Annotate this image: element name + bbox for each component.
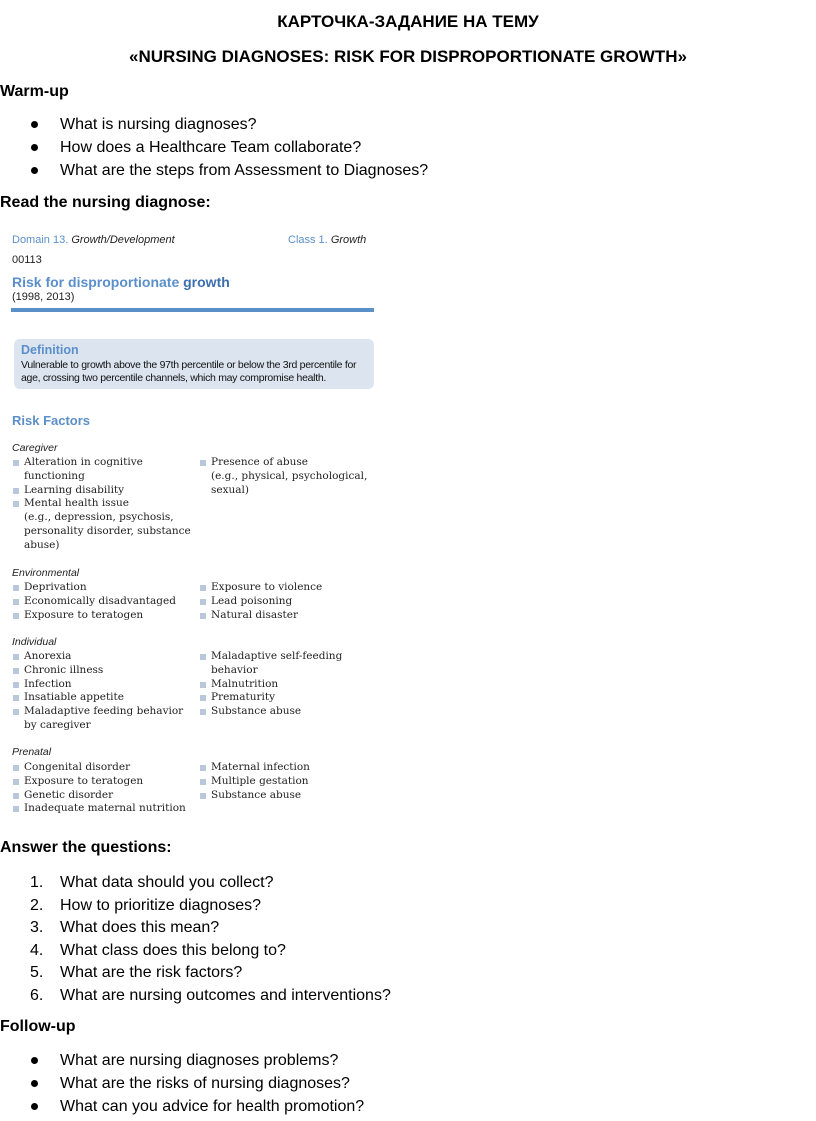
class-label: Class 1.	[288, 234, 328, 246]
diagnosis-title-main: Risk for disproportionate	[12, 274, 180, 290]
list-item: What are nursing diagnoses problems?	[30, 1049, 364, 1072]
list-item	[30, 895, 391, 918]
group-label: Individual	[12, 636, 57, 648]
list-item: Exposure to teratogen	[12, 775, 202, 789]
item-text: What data should you collect?	[60, 874, 274, 891]
domain-label: Domain 13.	[12, 234, 69, 246]
list-item: Deprivation	[12, 581, 202, 595]
followup-list	[30, 1049, 364, 1118]
diagnosis-code: 00113	[12, 254, 42, 266]
list-item: Maladaptive feeding behavior by caregiver	[12, 705, 202, 733]
list-item: Exposure to violence	[199, 581, 377, 595]
list-item: Economically disadvantaged	[12, 595, 202, 609]
item-text: What class does this belong to?	[60, 941, 286, 959]
page-title: КАРТОЧКА-ЗАДАНИЕ НА ТЕМУ	[277, 12, 539, 31]
diagnosis-years: (1998, 2013)	[12, 291, 75, 303]
list-item: Malnutrition	[199, 678, 377, 692]
list-item: Substance abuse	[199, 705, 377, 719]
item-text: What does this mean?	[60, 919, 220, 937]
item-number: 1.	[30, 874, 44, 891]
page-subtitle: «NURSING DIAGNOSES: RISK FOR DISPROPORTIONATE GROWTH»	[129, 47, 687, 66]
risk-list-right	[199, 581, 377, 622]
list-item: What are the risks of nursing diagnoses?	[30, 1072, 364, 1095]
list-item: What is nursing diagnoses?	[30, 113, 428, 136]
item-number: 2.	[30, 896, 44, 914]
list-item: Chronic illness	[12, 664, 202, 678]
risk-list-left	[12, 581, 202, 622]
diagnosis-title	[12, 274, 230, 290]
answer-list	[30, 872, 391, 1008]
list-item: Maternal infection	[199, 761, 377, 775]
item-number: 3.	[30, 919, 44, 937]
warmup-list	[30, 113, 428, 182]
group-label: Caregiver	[12, 442, 58, 454]
list-item: Infection	[12, 678, 202, 692]
class-name: Growth	[330, 234, 367, 246]
item-number: 5.	[30, 964, 44, 982]
list-item: Maladaptive self-feeding behavior	[199, 650, 377, 678]
list-item: Prematurity	[199, 691, 377, 705]
list-item: Genetic disorder	[12, 789, 202, 803]
domain-line	[12, 234, 175, 246]
list-item	[30, 962, 391, 985]
risk-list-right	[199, 650, 377, 719]
item-text: What are nursing outcomes and interventions?	[60, 986, 391, 1004]
list-item: What are the steps from Assessment to Diagnoses?	[30, 159, 428, 182]
risk-list-right	[199, 456, 377, 497]
list-item: How does a Healthcare Team collaborate?	[30, 136, 428, 159]
group-label: Prenatal	[12, 746, 52, 758]
list-item: Congenital disorder	[12, 761, 202, 775]
list-item: Natural disaster	[199, 609, 377, 623]
list-item	[30, 917, 391, 940]
divider	[11, 308, 374, 312]
risk-list-left	[12, 761, 202, 816]
list-item: Mental health issue (e.g., depression, psychosis, personality disorder, substance abuse)	[12, 497, 202, 552]
list-item: Anorexia	[12, 650, 202, 664]
definition-heading: Definition	[21, 343, 79, 357]
risk-list-left	[12, 456, 202, 553]
list-item: Lead poisoning	[199, 595, 377, 609]
list-item: Inadequate maternal nutrition	[12, 802, 202, 816]
class-line	[288, 234, 366, 246]
warmup-heading: Warm-up	[0, 83, 69, 100]
read-heading: Read the nursing diagnose:	[0, 194, 211, 211]
item-text: What are the risk factors?	[60, 964, 243, 982]
list-item: Alteration in cognitive functioning	[12, 456, 202, 484]
list-item	[30, 940, 391, 963]
domain-name: Growth/Development	[71, 234, 175, 246]
list-item: Multiple gestation	[199, 775, 377, 789]
item-number: 6.	[30, 986, 44, 1004]
list-item: Learning disability	[12, 484, 202, 498]
followup-heading: Follow-up	[0, 1018, 76, 1035]
item-number: 4.	[30, 941, 44, 959]
list-item	[30, 872, 391, 895]
list-item: Exposure to teratogen	[12, 609, 202, 623]
item-text: How to prioritize diagnoses?	[60, 896, 261, 914]
definition-text: Vulnerable to growth above the 97th percentile or below the 3rd percentile for age, crossing two percentile channels, which may compromise health.	[21, 359, 357, 384]
list-item	[30, 985, 391, 1008]
list-item: Substance abuse	[199, 789, 377, 803]
definition-box	[14, 339, 374, 389]
risk-list-left	[12, 650, 202, 733]
list-item: Presence of abuse (e.g., physical, psychological, sexual)	[199, 456, 377, 497]
risk-list-right	[199, 761, 377, 802]
diagnosis-title-bold: growth	[183, 274, 230, 290]
answer-heading: Answer the questions:	[0, 839, 172, 856]
risk-factors-heading: Risk Factors	[12, 413, 91, 428]
list-item: Insatiable appetite	[12, 691, 202, 705]
group-label: Environmental	[12, 567, 80, 579]
list-item: What can you advice for health promotion?	[30, 1095, 364, 1118]
